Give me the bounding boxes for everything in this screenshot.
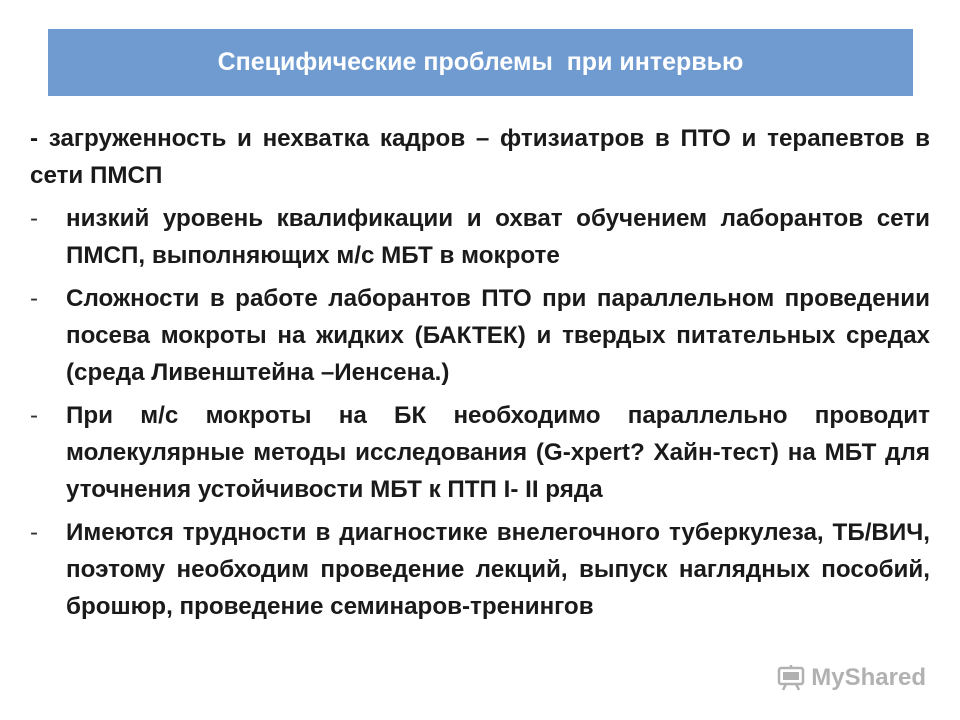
list-item-text: При м/с мокроты на БК необходимо параллельно проводит молекулярные методы исследования (G-xpert? Хайн-тест) на МБТ для уточнения устойчивости МБТ к ПТП I- II ряда xyxy=(66,402,930,503)
watermark-text: MyShared xyxy=(811,664,926,691)
list-item xyxy=(30,120,930,194)
bullet-dash: - xyxy=(30,519,39,546)
bullet-list xyxy=(30,120,930,631)
slide-title-bar xyxy=(48,29,913,96)
bullet-dash: - xyxy=(30,402,39,429)
watermark xyxy=(777,664,926,692)
list-item-text: Имеются трудности в диагностике внелегочного туберкулеза, ТБ/ВИЧ, поэтому необходим проведение лекций, выпуск наглядных пособий, брошюр, проведение семинаров-тренингов xyxy=(66,519,930,620)
list-item xyxy=(30,397,930,508)
presentation-board-icon xyxy=(777,665,805,691)
list-item-text: низкий уровень квалификации и охват обучением лаборантов сети ПМСП, выполняющих м/с МБТ в мокроте xyxy=(66,205,930,269)
bullet-dash: - xyxy=(30,205,39,232)
list-item xyxy=(30,280,930,391)
list-item-text: - загруженность и нехватка кадров – фтизиатров в ПТО и терапевтов в сети ПМСП xyxy=(30,125,930,189)
list-item xyxy=(30,200,930,274)
list-item-text: Сложности в работе лаборантов ПТО при параллельном проведении посева мокроты на жидких (БАКТЕК) и твердых питательных средах (среда Ливенштейна –Иенсена.) xyxy=(66,285,930,386)
bullet-dash: - xyxy=(30,285,39,312)
list-item xyxy=(30,514,930,625)
slide-title: Специфические проблемы при интервью xyxy=(217,48,744,76)
